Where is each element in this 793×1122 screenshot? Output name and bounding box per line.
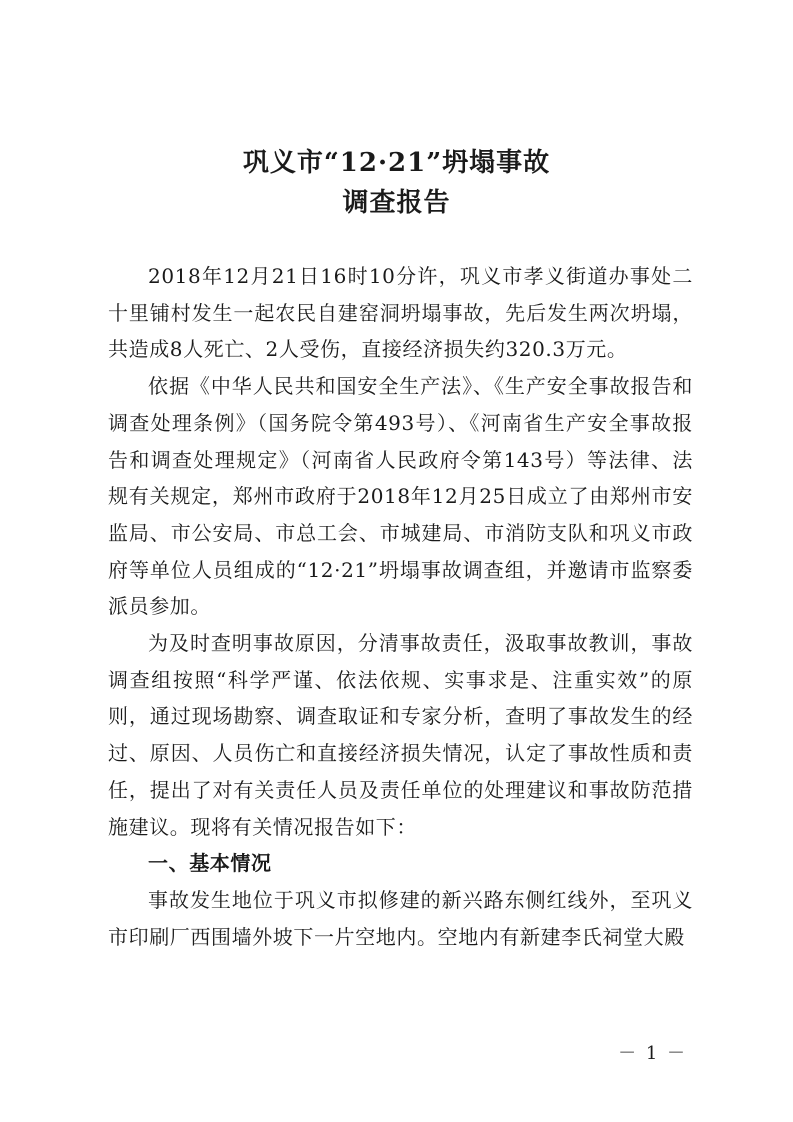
paragraph-legal-basis: 依据《中华人民共和国安全生产法》、《生产安全事故报告和调查处理条例》（国务院令第493号）、《河南省生产安全事故报告和调查处理规定》（河南省人民政府令第143号）等法律、法规有关规定，郑州市政府于2018年12月25日成立了由郑州市安监局、市公安局、市总工会、市城建局、市消防支队和巩义市政府等单位人员组成的“12·21”坍塌事故调查组，并邀请市监察委派员参加。	[108, 374, 693, 619]
document-body	[108, 258, 693, 955]
document-title-line2: 调查报告	[342, 188, 451, 218]
paragraph-investigation-principles: 为及时查明事故原因，分清事故责任，汲取事故教训，事故调查组按照“科学严谨、依法依规、实事求是、注重实效”的原则，通过现场勘察、调查取证和专家分析，查明了事故发生的经过、原因、人员伤亡和直接经济损失情况，认定了事故性质和责任，提出了对有关责任人员及责任单位的处理建议和事故防范措施建议。现将有关情况报告如下：	[108, 631, 693, 839]
paragraph-accident-summary: 2018年12月21日16时10分许，巩义市孝义街道办事处二十里铺村发生一起农民自建窑洞坍塌事故，先后发生两次坍塌，共造成8人死亡、2人受伤，直接经济损失约320.3万元。	[108, 264, 693, 362]
section-heading-basic-situation: 一、基本情况	[148, 851, 272, 876]
page-number: － 1 －	[618, 1043, 687, 1064]
document-title-line1: 巩义市“12·21”坍塌事故	[242, 148, 551, 178]
paragraph-accident-location: 事故发生地位于巩义市拟修建的新兴路东侧红线外，至巩义市印刷厂西围墙外坡下一片空地内。空地内有新建李氏祠堂大殿	[108, 887, 693, 949]
